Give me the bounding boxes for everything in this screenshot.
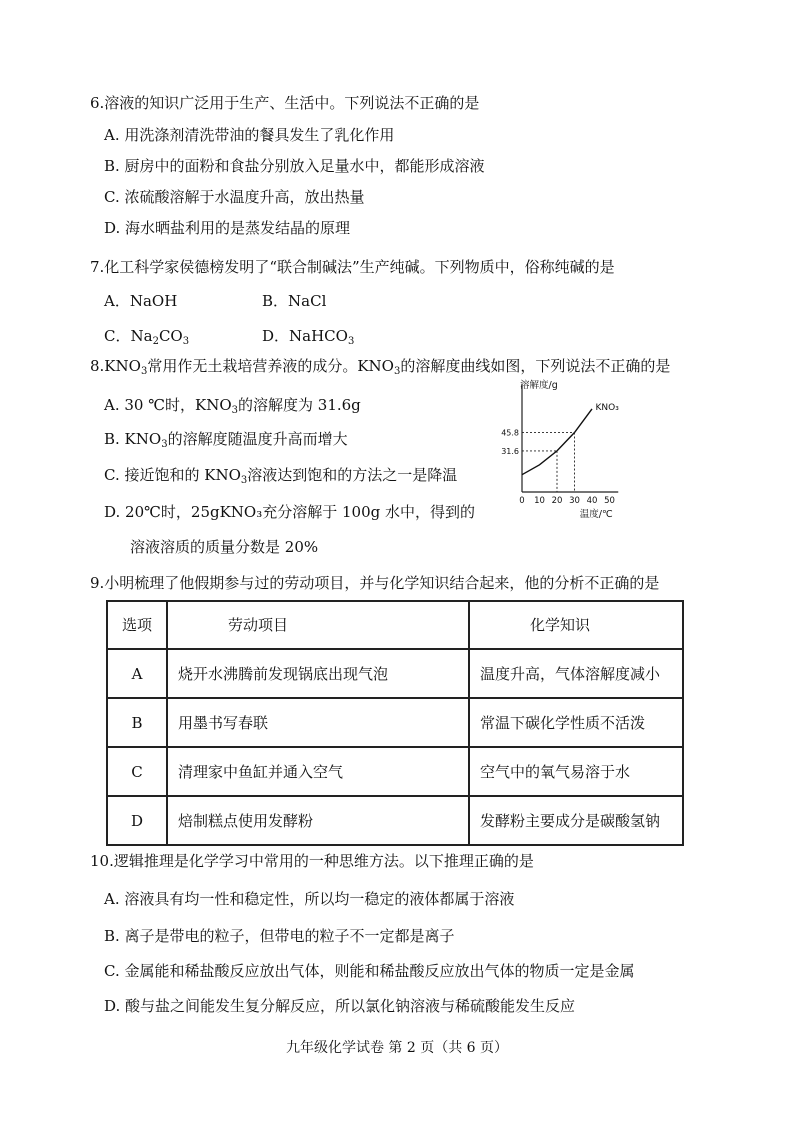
q7-a-label: A． bbox=[104, 292, 130, 310]
q7-d-formula: NaHCO bbox=[289, 327, 348, 345]
q8-b-part2: 的溶解度随温度升高而增大 bbox=[167, 430, 348, 448]
header-labor: 劳动项目 bbox=[167, 601, 469, 649]
q8-stem-part3: 的溶解度曲线如图，下列说法不正确的是 bbox=[400, 357, 671, 375]
q7-c-formula-part2: CO bbox=[158, 327, 183, 345]
q7-c-subscript2: 3 bbox=[182, 336, 190, 347]
table-row bbox=[107, 747, 683, 796]
x-tick-label: 0 bbox=[519, 496, 525, 506]
x-axis-label: 温度/℃ bbox=[579, 509, 613, 520]
q7-option-a bbox=[104, 292, 177, 310]
q10-option-d: D. 酸与盐之间能发生复分解反应，所以氯化钠溶液与稀硫酸能发生反应 bbox=[104, 997, 576, 1015]
q6-option-c: C. 浓硫酸溶解于水温度升高，放出热量 bbox=[104, 188, 365, 206]
q6-option-b: B. 厨房中的面粉和食盐分别放入足量水中，都能形成溶液 bbox=[104, 157, 485, 175]
y-axis-label: 溶解度/g bbox=[520, 380, 558, 391]
q10-option-b: B. 离子是带电的粒子，但带电的粒子不一定都是离子 bbox=[104, 927, 455, 945]
q8-stem-sub1: 3 bbox=[140, 366, 148, 377]
q6-option-a: A. 用洗涤剂清洗带油的餐具发生了乳化作用 bbox=[104, 126, 395, 144]
x-tick-label: 50 bbox=[604, 496, 615, 506]
x-tick-label: 40 bbox=[586, 496, 598, 506]
row-b-knowledge: 常温下碳化学性质不活泼 bbox=[469, 698, 683, 747]
q8-stem-part1: 8.KNO bbox=[90, 357, 141, 375]
row-a-labor: 烧开水沸腾前发现锅底出现气泡 bbox=[167, 649, 469, 698]
q7-option-b bbox=[262, 292, 326, 310]
q7-c-subscript1: 2 bbox=[152, 336, 159, 347]
q10-option-c: C. 金属能和稀盐酸反应放出气体，则能和稀盐酸反应放出气体的物质一定是金属 bbox=[104, 962, 635, 980]
q8-option-c bbox=[104, 466, 457, 487]
q9-stem: 9.小明梳理了他假期参与过的劳动项目，并与化学知识结合起来，他的分析不正确的是 bbox=[90, 574, 660, 592]
q7-d-label: D． bbox=[262, 327, 290, 345]
q8-b-part1: B. KNO bbox=[104, 430, 162, 448]
q6-option-d: D. 海水晒盐利用的是蒸发结晶的原理 bbox=[104, 219, 351, 237]
page-footer: 九年级化学试卷 第 2 页（共 6 页） bbox=[285, 1040, 509, 1056]
row-b-labor: 用墨书写春联 bbox=[167, 698, 469, 747]
row-d-knowledge: 发酵粉主要成分是碳酸氢钠 bbox=[469, 796, 683, 845]
q8-c-sub: 3 bbox=[240, 475, 248, 486]
q7-option-d bbox=[262, 327, 354, 348]
x-tick-label: 10 bbox=[534, 496, 545, 506]
labor-table bbox=[106, 600, 684, 846]
q8-option-a bbox=[104, 396, 361, 417]
row-c-knowledge: 空气中的氧气易溶于水 bbox=[469, 747, 683, 796]
q7-b-formula: NaCl bbox=[288, 292, 327, 310]
q8-stem-sub2: 3 bbox=[393, 366, 401, 377]
row-c-labor: 清理家中鱼缸并通入空气 bbox=[167, 747, 469, 796]
table-row bbox=[107, 796, 683, 845]
q8-option-b bbox=[104, 430, 348, 451]
q7-c-formula-part1: Na bbox=[130, 327, 153, 345]
row-d-option: D bbox=[107, 796, 167, 845]
q8-option-d-line2: 溶液溶质的质量分数是 20% bbox=[130, 538, 319, 556]
row-a-option: A bbox=[107, 649, 167, 698]
q7-d-subscript: 3 bbox=[347, 336, 355, 347]
row-b-option: B bbox=[107, 698, 167, 747]
q7-option-c bbox=[104, 327, 189, 348]
series-label: KNO₃ bbox=[595, 403, 619, 414]
table-header-row bbox=[107, 601, 683, 649]
row-a-knowledge: 温度升高，气体溶解度减小 bbox=[469, 649, 683, 698]
row-d-labor: 焙制糕点使用发酵粉 bbox=[167, 796, 469, 845]
q8-option-d-line1: D. 20℃时，25gKNO₃充分溶解于 100g 水中，得到的 bbox=[104, 503, 475, 521]
y-tick-label: 31.6 bbox=[501, 446, 519, 456]
q8-c-part2: 溶液达到饱和的方法之一是降温 bbox=[247, 466, 458, 484]
table-row bbox=[107, 649, 683, 698]
header-knowledge: 化学知识 bbox=[469, 601, 683, 649]
table-row bbox=[107, 698, 683, 747]
x-tick-label: 20 bbox=[551, 496, 563, 506]
q8-a-part2: 的溶解度为 31.6g bbox=[238, 396, 361, 414]
q6-stem: 6.溶液的知识广泛用于生产、生活中。下列说法不正确的是 bbox=[90, 94, 480, 112]
q7-a-formula: NaOH bbox=[129, 292, 178, 310]
q7-b-label: B． bbox=[262, 292, 289, 310]
q8-stem-part2: 常用作无土栽培营养液的成分。KNO bbox=[147, 357, 394, 375]
q8-b-sub: 3 bbox=[161, 439, 168, 450]
x-tick-label: 30 bbox=[569, 496, 580, 506]
q10-option-a: A. 溶液具有均一性和稳定性，所以均一稳定的液体都属于溶液 bbox=[104, 890, 515, 908]
q10-stem: 10.逻辑推理是化学学习中常用的一种思维方法。以下推理正确的是 bbox=[90, 852, 534, 870]
q8-a-part1: A. 30 ℃时，KNO bbox=[104, 396, 232, 414]
solubility-chart bbox=[500, 372, 640, 527]
y-tick-label: 45.8 bbox=[501, 428, 519, 438]
header-option: 选项 bbox=[107, 601, 167, 649]
q7-c-label: C． bbox=[104, 327, 131, 345]
q7-stem: 7.化工科学家侯德榜发明了“联合制碱法”生产纯碱。下列物质中，俗称纯碱的是 bbox=[90, 258, 615, 276]
row-c-option: C bbox=[107, 747, 167, 796]
q8-a-sub: 3 bbox=[231, 405, 239, 416]
q8-c-part1: C. 接近饱和的 KNO bbox=[104, 466, 241, 484]
